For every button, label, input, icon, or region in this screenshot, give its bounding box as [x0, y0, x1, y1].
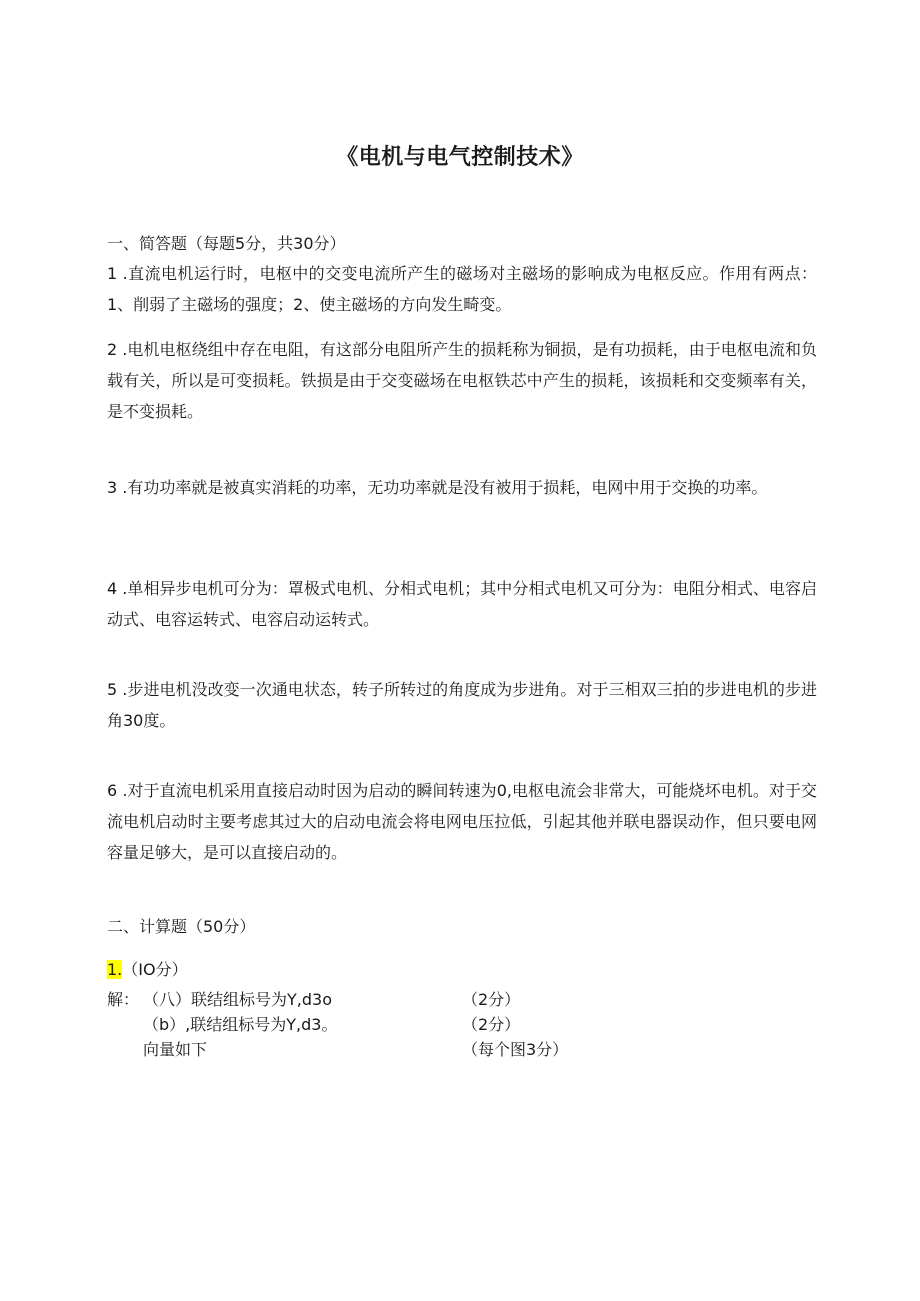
- answer-paragraph-1: 1 .直流电机运行时，电枢中的交变电流所产生的磁场对主磁场的影响成为电枢反应。作用有两点：1、削弱了主磁场的强度；2、使主磁场的方向发生畸变。: [107, 264, 817, 314]
- solution-line-c: 向量如下: [143, 1040, 208, 1059]
- answer-paragraph-2: 2 .电机电枢绕组中存在电阻，有这部分电阻所产生的损耗称为铜损，是有功损耗，由于电枢电流和负载有关，所以是可变损耗。铁损是由于交变磁场在电枢铁芯中产生的损耗，该损耗和交变频率有关，是不变损耗。: [107, 340, 817, 421]
- solution-prefix: 解：: [107, 990, 140, 1009]
- solution-line-a-score: （2分）: [462, 990, 521, 1009]
- document-title: 《电机与电气控制技术》: [336, 145, 584, 170]
- solution-line-b-score: （2分）: [462, 1015, 521, 1034]
- solution-line-a: （八）联结组标号为Y,d3o: [143, 990, 332, 1009]
- answer-paragraph-3: 3 .有功功率就是被真实消耗的功率，无功功率就是没有被用于损耗，电网中用于交换的功率。: [107, 478, 768, 497]
- question-1-label: [107, 957, 188, 980]
- section-heading-calculation: 二、计算题（50分）: [107, 917, 256, 936]
- answer-paragraph-6: 6 .对于直流电机采用直接启动时因为启动的瞬间转速为0,电枢电流会非常大，可能烧坏电机。对于交流电机启动时主要考虑其过大的启动电流会将电网电压拉低，引起其他并联电器误动作，但只要电网容量足够大，是可以直接启动的。: [107, 781, 817, 862]
- question-score: （IO分）: [122, 960, 188, 979]
- question-number-highlight: 1.: [107, 960, 123, 979]
- answer-paragraph-5: 5 .步进电机没改变一次通电状态，转子所转过的角度成为步进角。对于三相双三拍的步进电机的步进角30度。: [107, 680, 817, 730]
- section-heading-short-answer: 一、简答题（每题5分，共30分）: [107, 234, 346, 253]
- solution-line-b: （b）,联结组标号为Y,d3。: [143, 1015, 338, 1034]
- answer-paragraph-4: 4 .单相异步电机可分为：罩极式电机、分相式电机；其中分相式电机又可分为：电阻分相式、电容启动式、电容运转式、电容启动运转式。: [107, 579, 817, 629]
- solution-line-c-score: （每个图3分）: [462, 1040, 569, 1059]
